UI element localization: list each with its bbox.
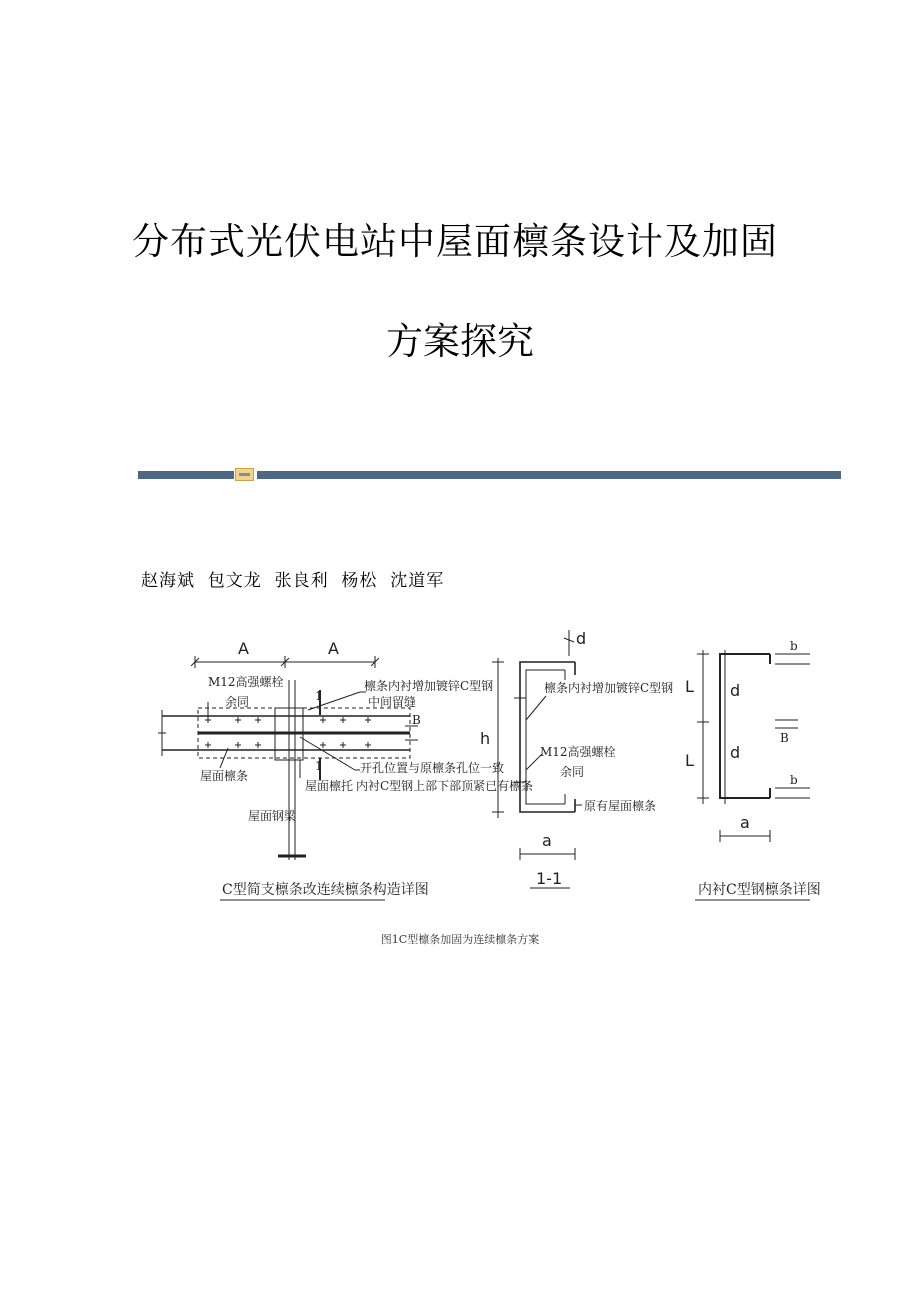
label-liner-fit: 内衬C型钢上部下部顶紧已有檩条 (356, 779, 534, 793)
label-same: 余同 (225, 695, 250, 709)
label-hole: 开孔位置与原檩条孔位一致 (360, 761, 505, 775)
dim-a-2: A (328, 639, 339, 658)
label-same-mid: 余同 (560, 765, 585, 779)
dim-b-right: B (780, 731, 789, 745)
label-b: B (412, 713, 421, 727)
decorative-rule-mark-icon (235, 468, 254, 481)
paper-title-line1: 分布式光伏电站中屋面檩条设计及加固 (132, 220, 778, 263)
paper-title-line2: 方案探究 (386, 320, 534, 363)
label-purlin: 屋面檩条 (200, 769, 249, 783)
label-bolt: M12高强螺栓 (208, 675, 284, 689)
dim-l-2: L (685, 751, 694, 770)
label-liner-mid: 檩条内衬增加镀锌C型钢 (544, 681, 674, 695)
dim-a-1: A (238, 639, 249, 658)
left-caption: C型简支檩条改连续檩条构造详图 (222, 882, 429, 898)
label-support: 屋面檩托 (305, 779, 354, 793)
dim-a-mid: a (542, 831, 552, 850)
decorative-rule-right (257, 471, 841, 479)
right-caption: 内衬C型钢檩条详图 (698, 882, 821, 898)
section-mark-top: 1 (315, 689, 323, 703)
label-mid-gap: 中间留缝 (368, 695, 417, 709)
dim-d-1: d (730, 681, 741, 700)
figure-caption: 图1C型檩条加固为连续檩条方案 (380, 933, 540, 946)
decorative-rule-left (138, 471, 234, 479)
mid-caption: 1-1 (536, 869, 563, 888)
label-existing: 原有屋面檩条 (584, 799, 657, 813)
dim-b-top: b (790, 639, 798, 653)
label-liner: 檩条内衬增加镀锌C型钢 (364, 679, 494, 693)
dim-d-2: d (730, 743, 741, 762)
dim-d: d (576, 629, 587, 648)
label-bolt-mid: M12高强螺栓 (540, 745, 616, 759)
author-list: 赵海斌 包文龙 张良利 杨松 沈道军 (141, 571, 445, 591)
label-beam: 屋面钢梁 (248, 809, 297, 823)
dim-a-right: a (740, 813, 750, 832)
dim-b-bottom: b (790, 773, 798, 787)
figure-purlin-diagram (150, 620, 830, 920)
section-mark-bottom: 1 (315, 759, 323, 773)
dim-h: h (480, 729, 491, 748)
dim-l-1: L (685, 677, 694, 696)
